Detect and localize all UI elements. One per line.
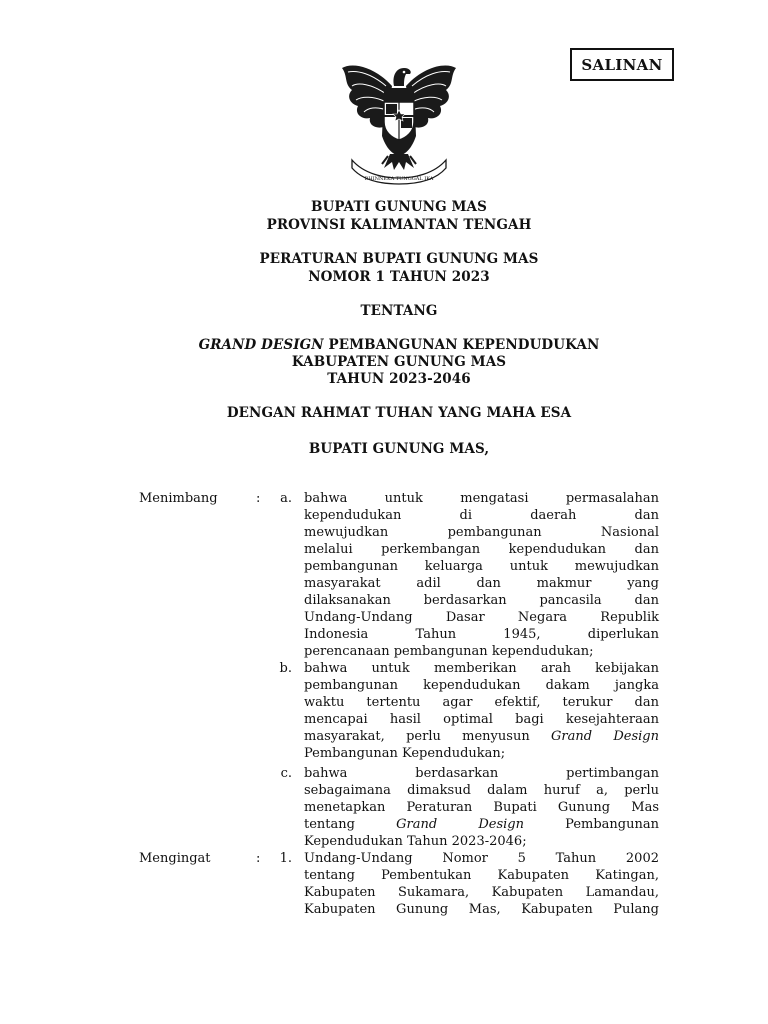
regent-salutation: BUPATI GUNUNG MAS, (308, 441, 490, 457)
item-c-line: sebagaimana dimaksud dalam huruf a, perlu (304, 783, 659, 798)
menimbang-label: Menimbang (139, 491, 218, 506)
item-c-line: bahwa berdasarkan pertimbangan (304, 766, 659, 781)
item-1-line: Undang-Undang Nomor 5 Tahun 2002 (304, 851, 659, 866)
subject-title-line-2: KABUPATEN GUNUNG MAS (291, 354, 507, 370)
item-b-line (304, 728, 659, 745)
about-label: TENTANG (360, 303, 438, 319)
subject-title-line-3: TAHUN 2023-2046 (327, 371, 471, 387)
item-b-line: pembangunan kependudukan dakam jangka (304, 678, 659, 693)
item-c-text: Pembangunan (565, 817, 659, 832)
item-a-line: Undang-Undang Dasar Negara Republik (304, 610, 659, 625)
grand-design-italic: Grand Design (551, 729, 659, 744)
item-a-line: perencanaan pembangunan kependudukan; (304, 644, 594, 659)
item-1-line: tentang Pembentukan Kabupaten Katingan, (304, 868, 659, 883)
item-a-line: pembangunan keluarga untuk mewujudkan (304, 559, 659, 574)
svg-text:BHINNEKA TUNGGAL IKA: BHINNEKA TUNGGAL IKA (364, 176, 434, 182)
item-b-line: mencapai hasil optimal bagi kesejahteraan (304, 712, 659, 727)
item-a-line: melalui perkembangan kependudukan dan (304, 542, 659, 557)
item-b-line: bahwa untuk memberikan arah kebijakan (304, 661, 659, 676)
mengingat-colon: : (256, 851, 261, 866)
item-1-line: Kabupaten Sukamara, Kabupaten Lamandau, (304, 885, 659, 900)
garuda-pancasila-emblem-icon (334, 56, 464, 186)
item-b-text: masyarakat, perlu menyusun (304, 729, 530, 744)
regulation-number: NOMOR 1 TAHUN 2023 (308, 269, 490, 285)
item-a-line: dilaksanakan berdasarkan pancasila dan (304, 593, 659, 608)
item-c-text: tentang (304, 817, 355, 832)
item-c-line: Kependudukan Tahun 2023-2046; (304, 834, 527, 849)
item-a-line: Indonesia Tahun 1945, diperlukan (304, 627, 659, 642)
item-1-line: Kabupaten Gunung Mas, Kabupaten Pulang (304, 902, 659, 917)
province-title: PROVINSI KALIMANTAN TENGAH (266, 217, 532, 233)
mengingat-label: Mengingat (139, 851, 211, 866)
menimbang-item-b (304, 660, 659, 762)
salinan-stamp: SALINAN (570, 48, 674, 81)
item-a-line: bahwa untuk mengatasi permasalahan (304, 491, 659, 506)
menimbang-item-c (304, 765, 659, 850)
menimbang-colon: : (256, 491, 261, 506)
subject-title-italic: GRAND DESIGN (198, 337, 324, 353)
item-b-line: Pembangunan Kependudukan; (304, 746, 506, 761)
item-marker-b: b. (279, 661, 292, 676)
item-marker-1: 1. (279, 851, 292, 866)
regent-title: BUPATI GUNUNG MAS (310, 199, 487, 215)
item-c-line: menetapkan Peraturan Bupati Gunung Mas (304, 800, 659, 815)
item-marker-c: c. (280, 766, 292, 781)
item-c-line (304, 816, 659, 833)
regulation-title: PERATURAN BUPATI GUNUNG MAS (259, 251, 539, 267)
item-b-line: waktu tertentu agar efektif, terukur dan (304, 695, 659, 710)
preamble-line: DENGAN RAHMAT TUHAN YANG MAHA ESA (226, 405, 572, 421)
subject-title-line-1 (0, 336, 768, 354)
mengingat-item-1 (304, 850, 659, 918)
subject-title-rest: PEMBANGUNAN KEPENDUDUKAN (323, 337, 600, 353)
item-a-line: masyarakat adil dan makmur yang (304, 576, 659, 591)
menimbang-item-a (304, 490, 659, 660)
grand-design-italic: Grand Design (396, 817, 524, 832)
item-marker-a: a. (280, 491, 292, 506)
item-a-line: kependudukan di daerah dan (304, 508, 659, 523)
item-a-line: mewujudkan pembangunan Nasional (304, 525, 659, 540)
